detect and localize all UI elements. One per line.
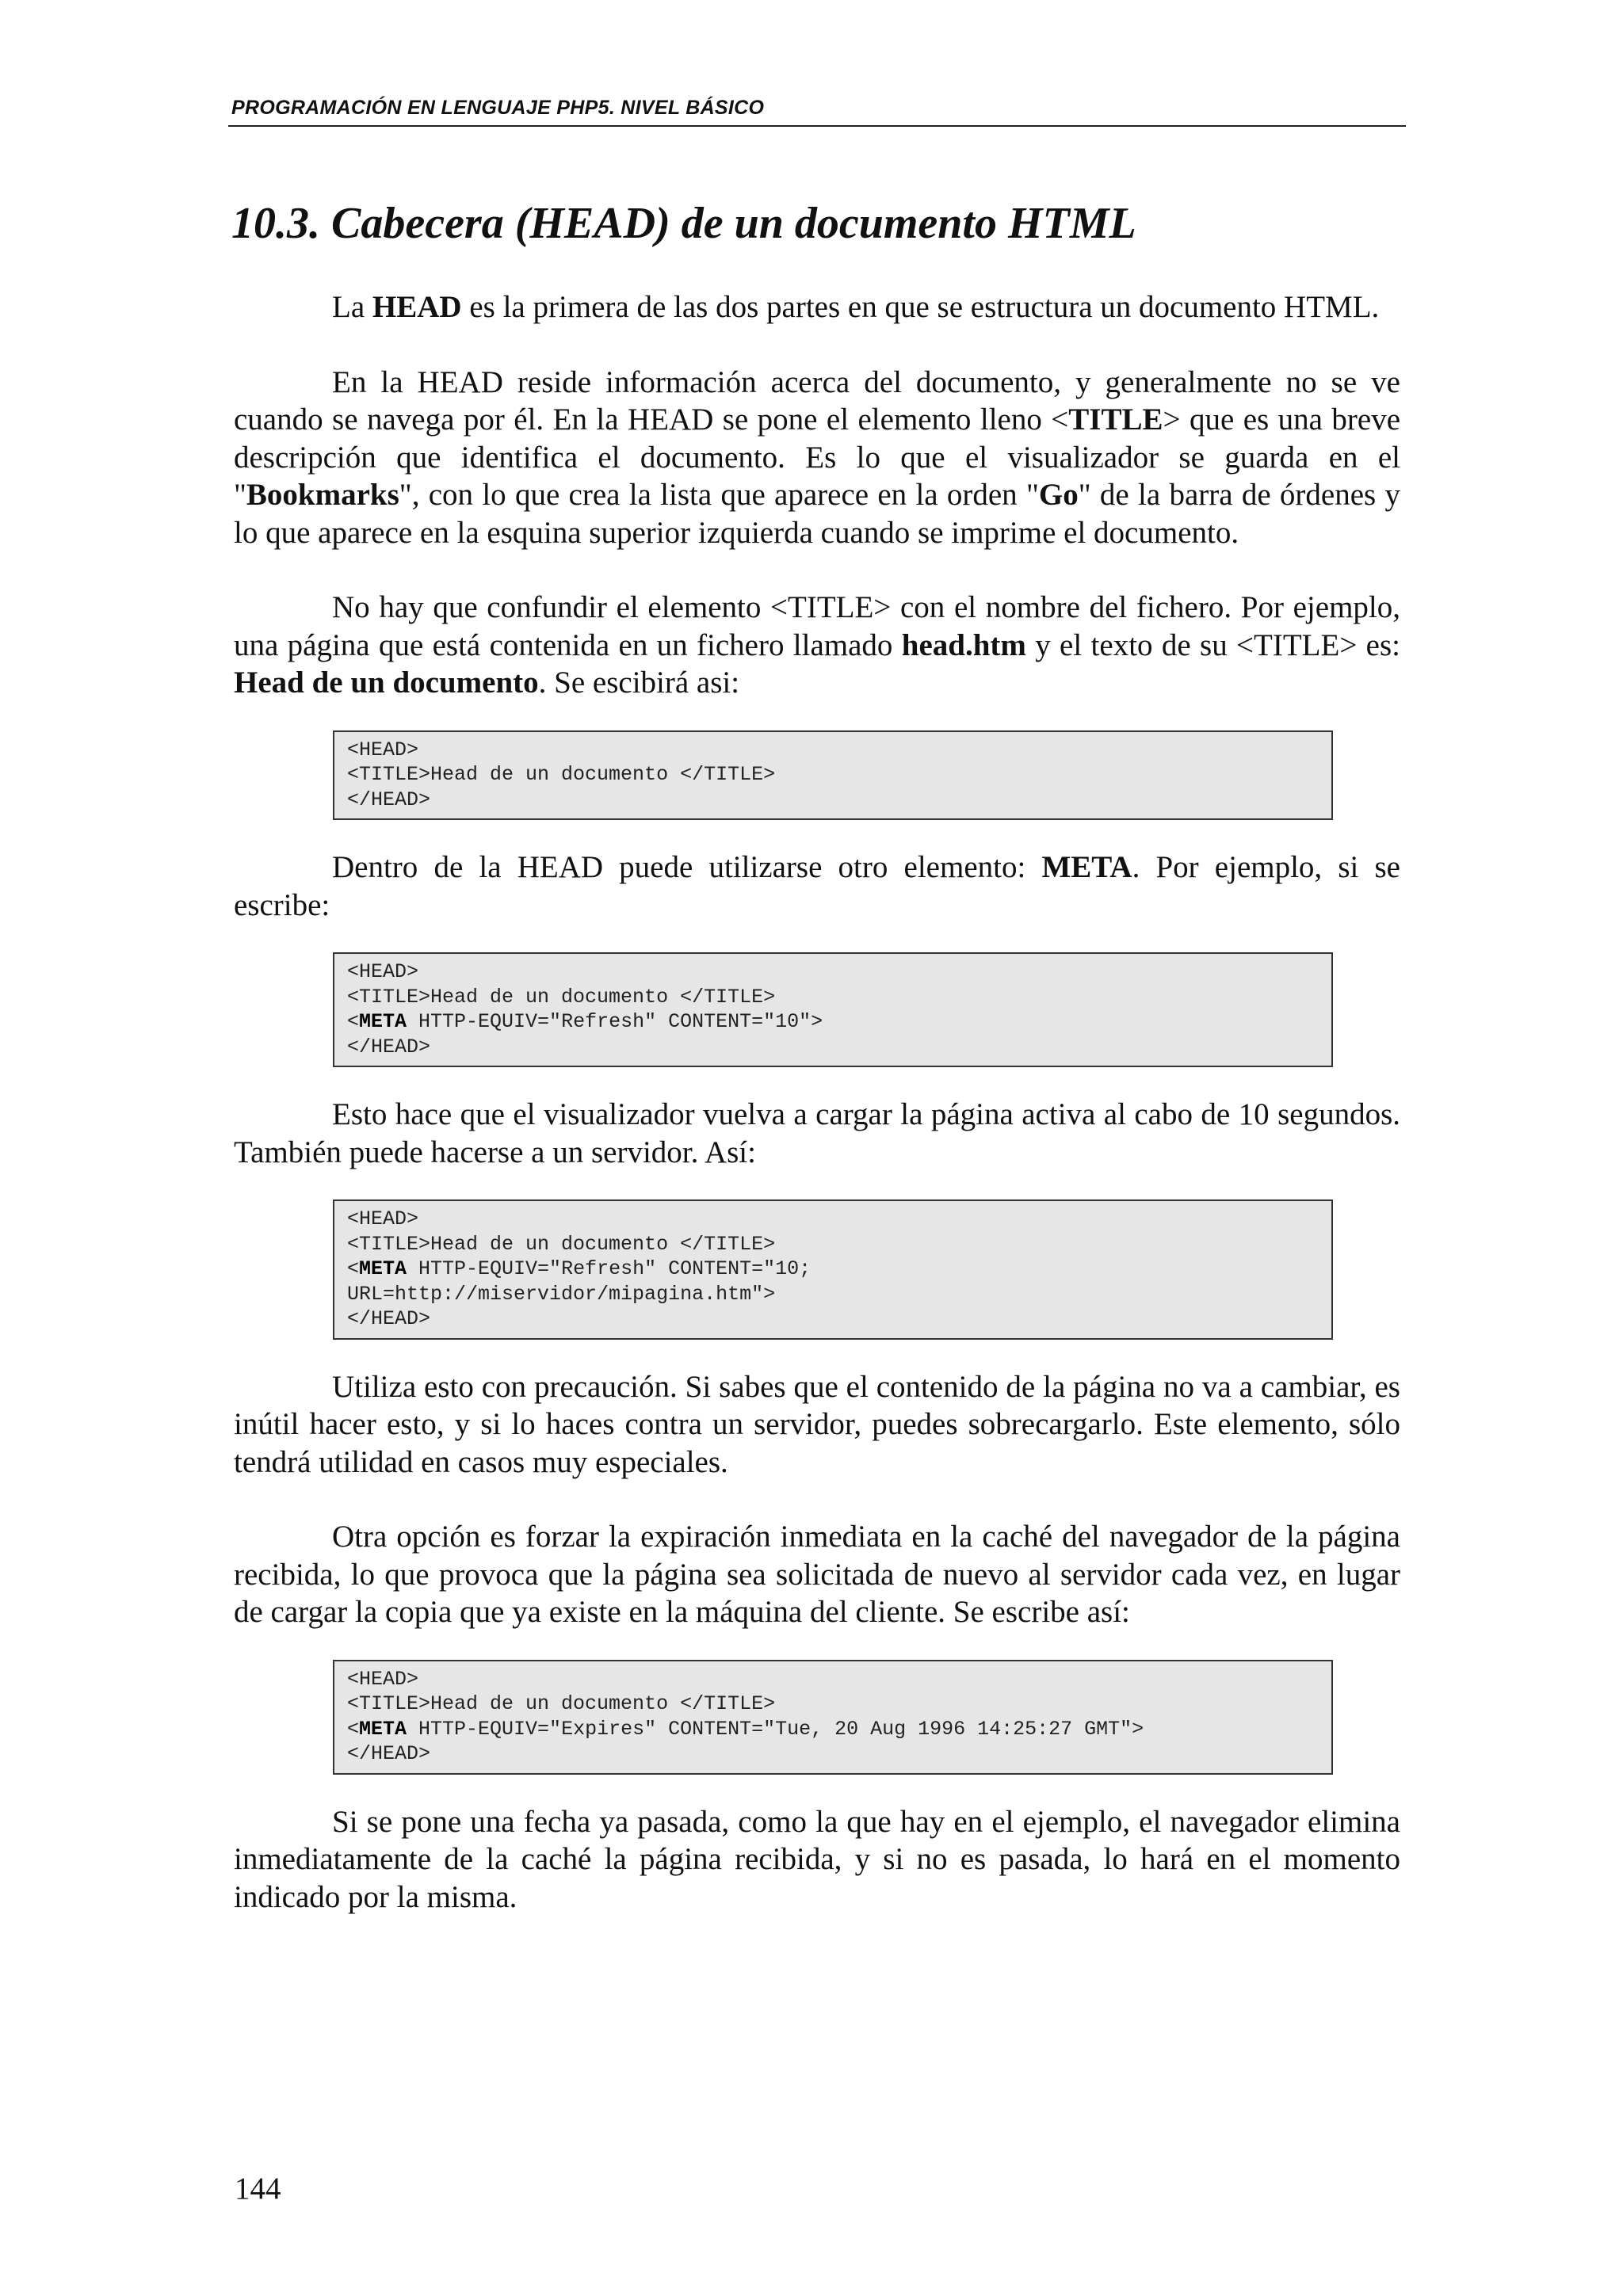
paragraph-3: No hay que confundir el elemento <TITLE> con el nombre del fichero. Por ejemplo, una página que está contenida en un fichero llamado head.htm y el texto de su <TITLE> es: Head de un documento. Se escibirá asi: [234,590,1400,700]
code-block-4: <HEAD> <TITLE>Head de un documento </TITLE> <META HTTP-EQUIV="Expires" CONTENT="Tue, 20 Aug 1996 14:25:27 GMT"> </HEAD> [333,1660,1333,1775]
paragraph-8: Si se pone una fecha ya pasada, como la que hay en el ejemplo, el navegador elimina inmediatamente de la caché la página recibida, y si no es pasada, lo hará en el momento indicado por la misma. [234,1804,1400,1914]
section-title: 10.3. Cabecera (HEAD) de un documento HTML [231,199,1136,248]
page-number: 144 [235,2172,281,2206]
code-block-1: <HEAD> <TITLE>Head de un documento </TITLE> </HEAD> [333,730,1333,821]
paragraph-2: En la HEAD reside información acerca del documento, y generalmente no se ve cuando se navega por él. En la HEAD se pone el elemento lleno <TITLE> que es una breve descripción que identifica el documento. Es lo que el visualizador se guarda en el "Bookmarks", con lo que crea la lista que aparece en la orden "Go" de la barra de órdenes y lo que aparece en la esquina superior izquierda cuando se imprime el documento. [234,364,1401,550]
paragraph-1: La HEAD es la primera de las dos partes en que se estructura un documento HTML. [332,290,1380,324]
document-body [234,288,1400,1916]
paragraph-6: Utiliza esto con precaución. Si sabes que el contenido de la página no va a cambiar, es inútil hacer esto, y si lo haces contra un servidor, puedes sobrecargarlo. Este elemento, sólo tendrá utilidad en casos muy especiales. [234,1369,1400,1479]
paragraph-7: Otra opción es forzar la expiración inmediata en la caché del navegador de la página recibida, lo que provoca que la página sea solicitada de nuevo al servidor cada vez, en lugar de cargar la copia que ya existe en la máquina del cliente. Se escribe así: [234,1520,1400,1629]
running-header: PROGRAMACIÓN EN LENGUAJE PHP5. NIVEL BÁSICO [231,97,765,119]
code-block-2: <HEAD> <TITLE>Head de un documento </TITLE> <META HTTP-EQUIV="Refresh" CONTENT="10"> </HEAD> [333,952,1333,1067]
paragraph-5: Esto hace que el visualizador vuelva a cargar la página activa al cabo de 10 segundos. También puede hacerse a un servidor. Así: [234,1097,1400,1169]
paragraph-4: Dentro de la HEAD puede utilizarse otro elemento: META. Por ejemplo, si se escribe: [234,850,1400,922]
header-rule [228,125,1406,127]
code-block-3: <HEAD> <TITLE>Head de un documento </TITLE> <META HTTP-EQUIV="Refresh" CONTENT="10; URL=http://miservidor/mipagina.htm"> </HEAD> [333,1199,1333,1340]
